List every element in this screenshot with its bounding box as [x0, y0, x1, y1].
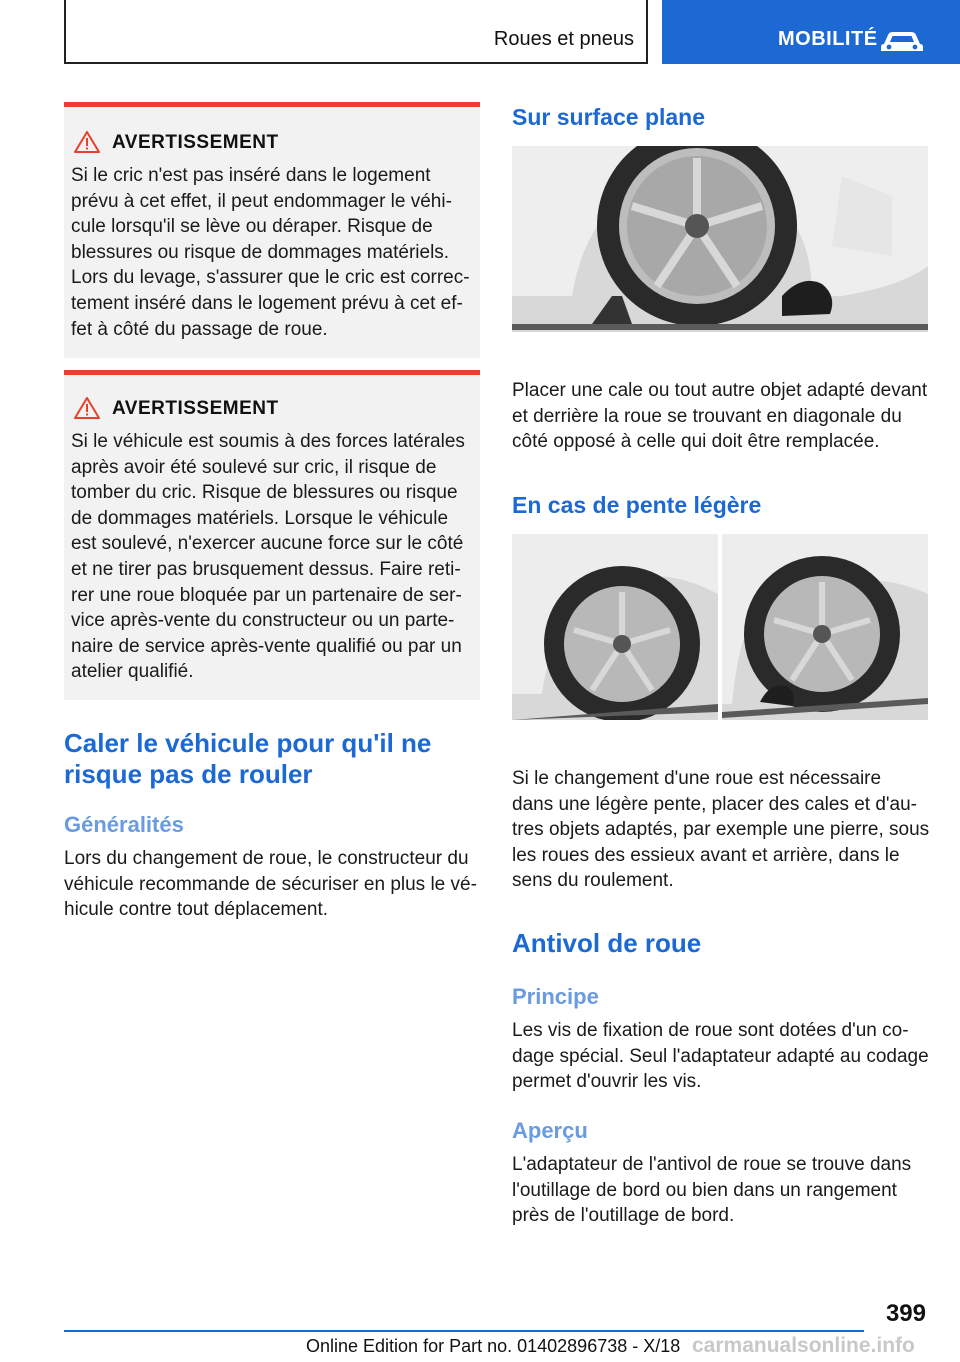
warning-box-1 [64, 102, 480, 358]
text-line: Si le véhicule est soumis à des forces latérales [71, 431, 465, 452]
text-line: de dommages matériels. Lorsque le véhicule [71, 507, 449, 529]
paragraph-flat-surface [512, 378, 932, 455]
text-line: vice après-vente du constructeur ou un parte- [71, 610, 455, 632]
warning-triangle-icon [74, 130, 100, 154]
text-line: véhicule recommande de sécuriser en plus le vé- [64, 873, 477, 895]
wheel-slope-illustration [512, 534, 928, 720]
paragraph-generalites [64, 846, 484, 923]
text-line: et ne tirer pas brusquement dessus. Faire reti- [71, 558, 461, 580]
text-line: et derrière la roue se trouvant en diagonale du [512, 405, 902, 427]
text-line: tres objets adaptés, par exemple une pierre, sous [512, 819, 930, 841]
text-line: atelier qualifié. [71, 661, 194, 683]
text-line: Placer une cale ou tout autre objet adapté devant [512, 380, 928, 401]
heading-antivol: Antivol de roue [512, 928, 702, 958]
car-icon [880, 28, 924, 54]
footer-divider [64, 1330, 864, 1332]
text-line: Si le changement d'une roue est nécessaire [512, 768, 882, 789]
chapter-title: MOBILITÉ [778, 28, 878, 50]
warning-bar [64, 370, 480, 375]
text-line: après avoir été soulevé sur cric, il risque de [71, 456, 437, 478]
text-line: dage spécial. Seul l'adaptateur adapté au codage [512, 1045, 929, 1067]
text-line: Les vis de fixation de roue sont dotées d'un co- [512, 1020, 909, 1041]
text-line: sens du roulement. [512, 870, 674, 892]
text-line: côté opposé à celle qui doit être remplacée. [512, 431, 880, 453]
heading-slope: En cas de pente légère [512, 492, 762, 518]
subheading-principe: Principe [512, 984, 599, 1009]
text-line: près de l'outillage de bord. [512, 1205, 735, 1227]
text-line: hicule contre tout déplacement. [64, 899, 329, 921]
page-number: 399 [885, 1300, 926, 1327]
paragraph-principe [512, 1018, 932, 1095]
heading-flat-surface: Sur surface plane [512, 104, 706, 130]
text-line: l'outillage de bord ou bien dans un rangement [512, 1179, 897, 1201]
watermark: carmanualsonline.info [692, 1334, 915, 1357]
text-line: dans une légère pente, placer des cales et d'au- [512, 793, 918, 815]
heading-line: risque pas de rouler [64, 759, 313, 789]
warning-triangle-icon [74, 396, 100, 420]
subheading-apercu: Aperçu [512, 1118, 588, 1143]
paragraph-apercu [512, 1152, 932, 1229]
text-line: rer une roue bloquée par un partenaire de ser- [71, 584, 462, 606]
paragraph-slope [512, 766, 932, 894]
text-line: Lors du changement de roue, le constructeur du [64, 848, 469, 869]
text-line: blessures ou risque de dommages matériels. [71, 241, 450, 263]
heading-line: Caler le véhicule pour qu'il ne [64, 728, 432, 758]
warning-text [71, 429, 479, 685]
warning-title: AVERTISSEMENT [112, 132, 279, 153]
text-line: cule lorsqu'il se lève ou déraper. Risque de [71, 216, 433, 238]
warning-text [71, 163, 479, 342]
text-line: les roues des essieux avant et arrière, dans le [512, 844, 900, 866]
text-line: fet à côté du passage de roue. [71, 318, 328, 340]
edition-text: Online Edition for Part no. 01402896738 - X/18 [306, 1336, 681, 1356]
text-line: prévu à cet effet, il peut endommager le véhi- [71, 190, 452, 212]
text-line: est soulevé, n'exercer aucune force sur le côté [71, 533, 464, 555]
text-line: permet d'ouvrir les vis. [512, 1071, 702, 1093]
wheel-flat-illustration [512, 146, 928, 332]
text-line: tement inséré dans le logement prévu à cet ef- [71, 292, 463, 314]
text-line: Si le cric n'est pas inséré dans le logement [71, 165, 431, 186]
section-heading [64, 728, 484, 790]
text-line: naire de service après-vente qualifié ou par un [71, 635, 462, 657]
warning-bar [64, 102, 480, 107]
text-line: L'adaptateur de l'antivol de roue se trouve dans [512, 1154, 912, 1175]
subheading-generalites: Généralités [64, 812, 184, 837]
warning-title: AVERTISSEMENT [112, 398, 279, 419]
warning-box-2 [64, 370, 480, 700]
section-title: Roues et pneus [493, 28, 634, 50]
text-line: tomber du cric. Risque de blessures ou risque [71, 482, 458, 504]
text-line: Lors du levage, s'assurer que le cric est correc- [71, 267, 470, 289]
